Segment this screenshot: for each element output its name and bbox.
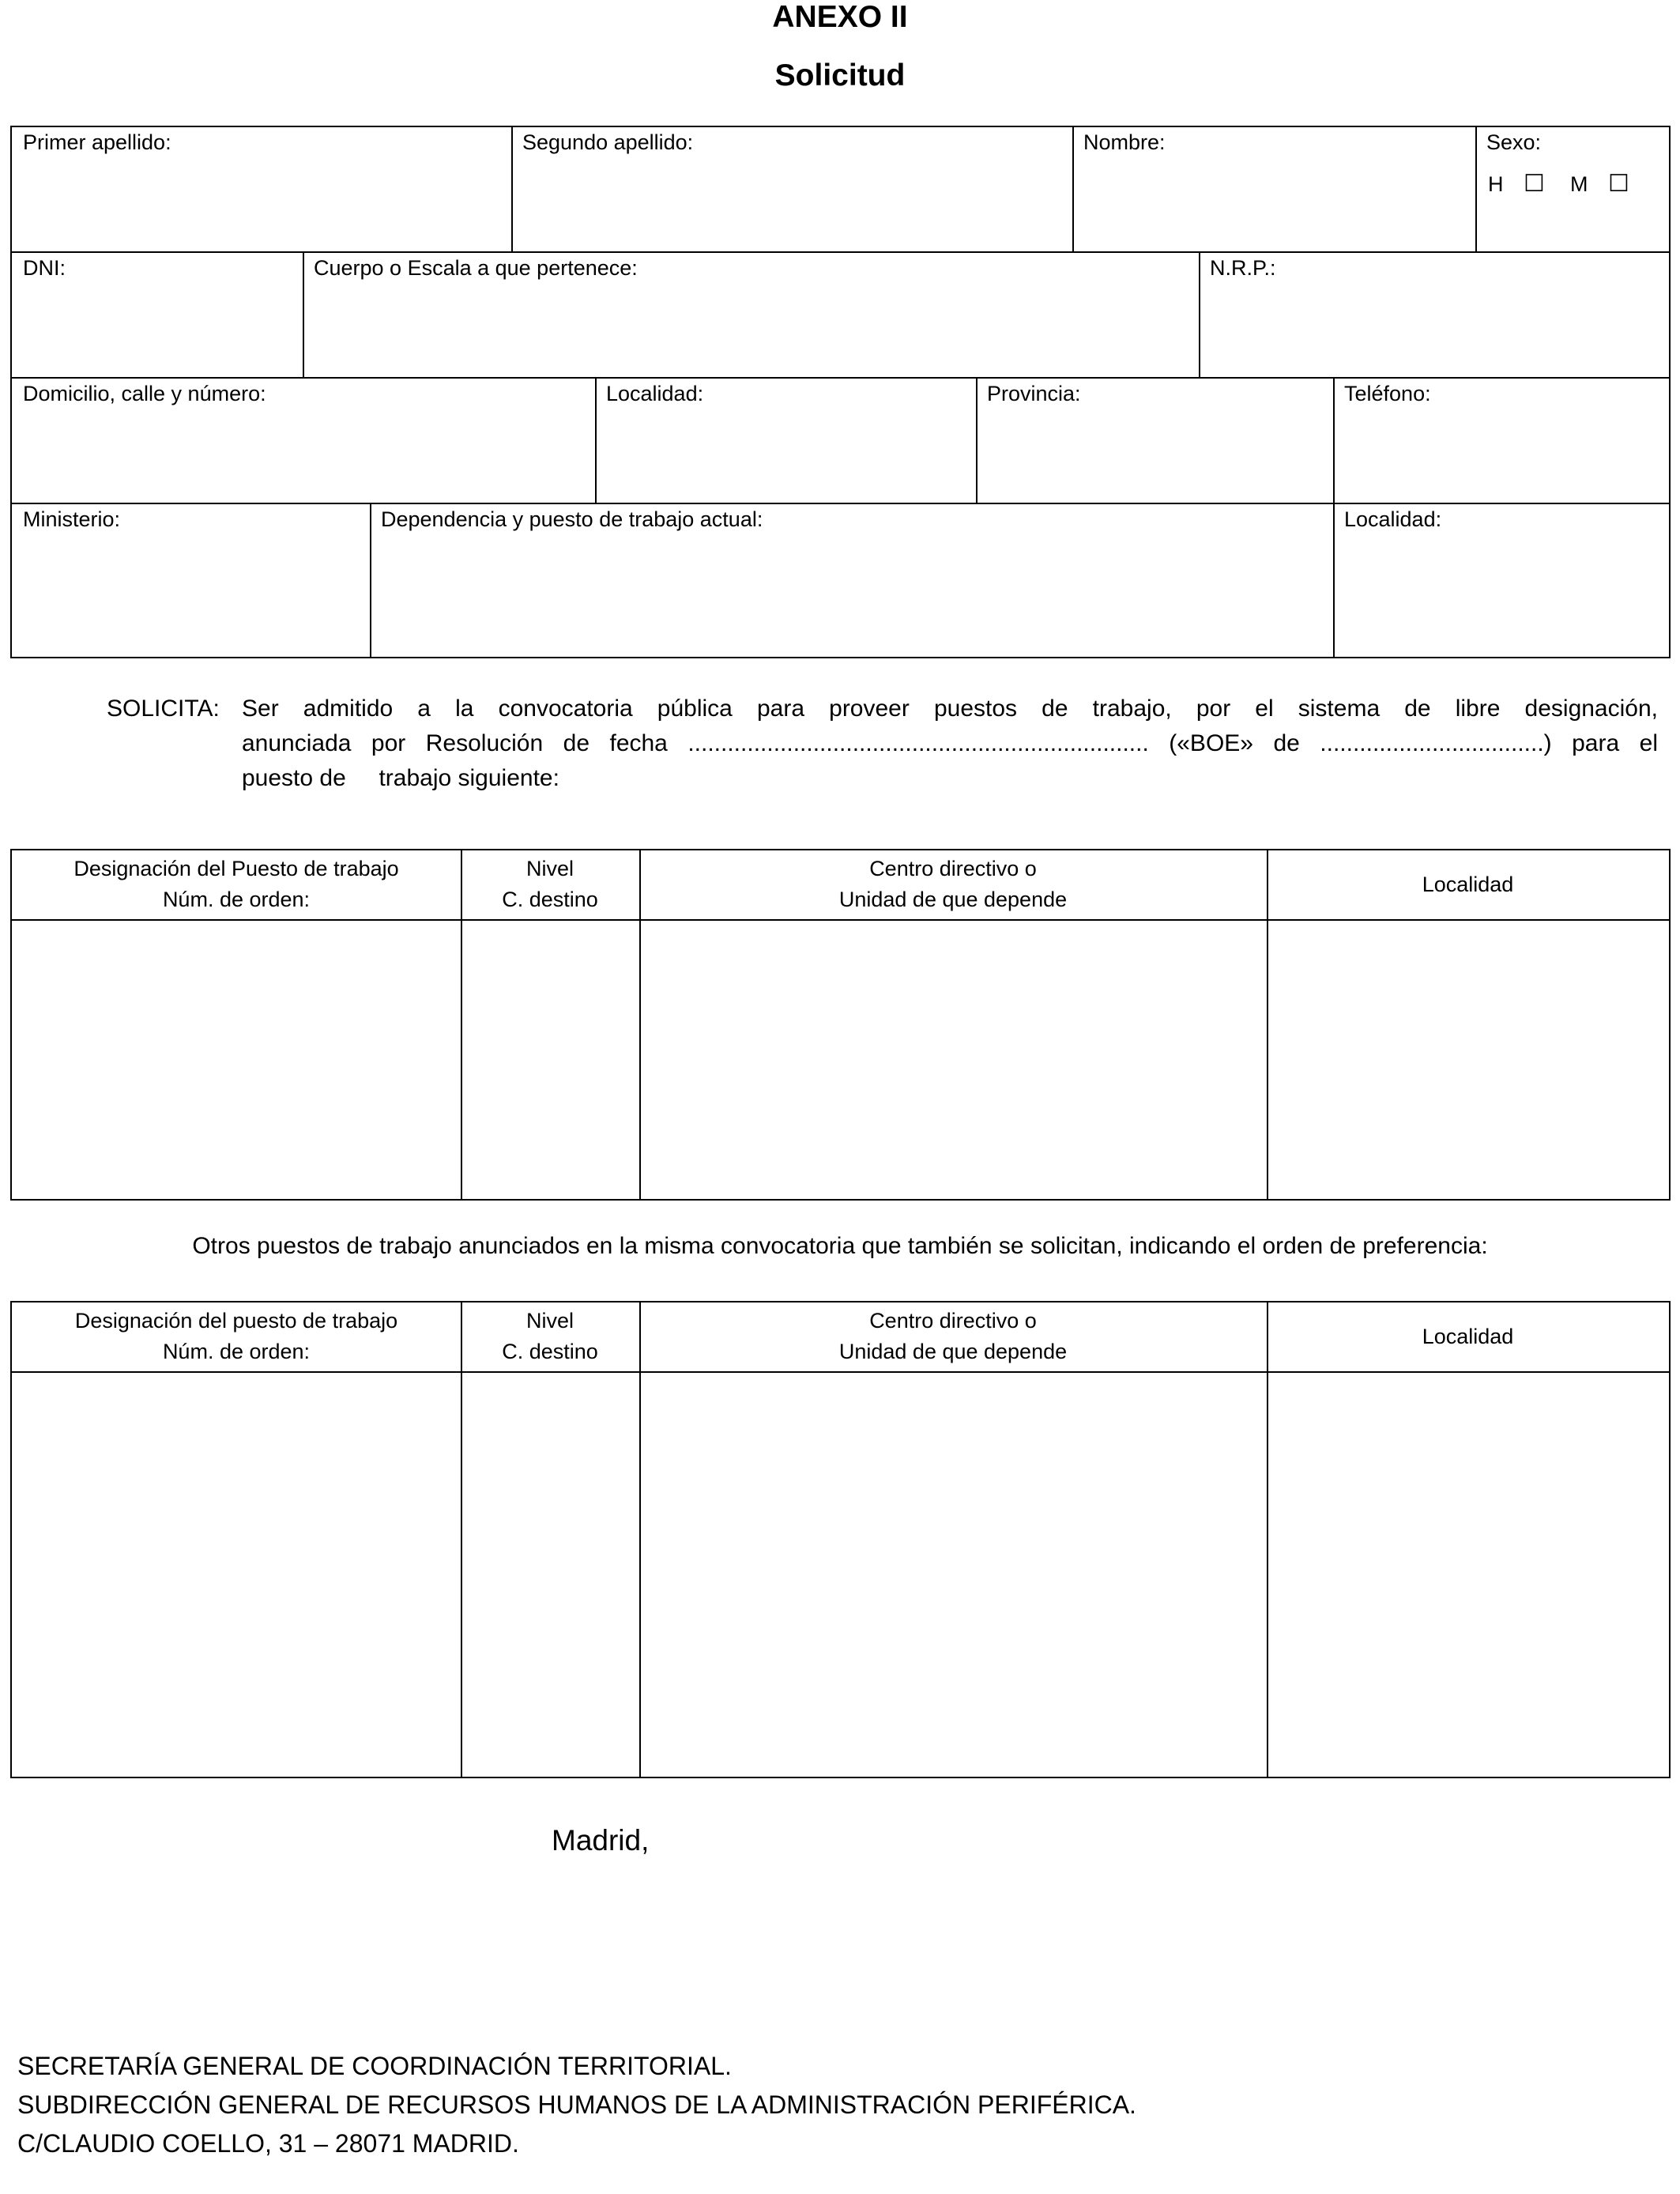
nombre-label: Nombre: (1083, 130, 1166, 154)
col-divider (1475, 127, 1477, 251)
domicilio-label: Domicilio, calle y número: (23, 382, 266, 405)
solicita-label: SOLICITA: (107, 696, 220, 722)
col-centro-line-2: Unidad de que depende (838, 888, 1068, 911)
solicita-line-3: puesto de trabajo siguiente: (242, 765, 559, 791)
col-centro-header (639, 1306, 1267, 1367)
col-divider (511, 127, 513, 251)
col-designacion-line-1: Designación del puesto de trabajo (74, 1309, 398, 1333)
localidad-label: Localidad: (606, 382, 704, 405)
localidad-cell[interactable] (1268, 921, 1669, 1199)
nivel-cell[interactable] (462, 1373, 639, 1777)
sexo-label: Sexo: (1486, 130, 1542, 154)
col-designacion-line-2: Núm. de orden: (162, 1340, 311, 1363)
col-nivel-header (461, 1306, 639, 1367)
row-divider (12, 251, 1669, 253)
col-nivel-line-1: Nivel (525, 857, 574, 880)
solicita-line-1: Ser admitido a la convocatoria pública para proveer puestos de trabajo, por el sistema de libre designación, (242, 696, 1658, 722)
col-divider (1333, 503, 1335, 658)
col-divider (370, 503, 371, 658)
col-divider (595, 377, 597, 503)
col-designacion-line-2: Núm. de orden: (162, 888, 311, 911)
col-designacion-header (12, 1306, 461, 1367)
col-localidad-header: Localidad (1422, 1325, 1514, 1348)
col-centro-line-1: Centro directivo o (869, 1309, 1037, 1333)
col-designacion-header (12, 854, 461, 915)
row-divider (12, 377, 1669, 379)
annex-title: ANEXO II (772, 0, 908, 34)
col-localidad-header: Localidad (1422, 873, 1514, 896)
col-centro-header (639, 854, 1267, 915)
ministerio-label: Ministerio: (23, 507, 121, 531)
col-designacion-line-1: Designación del Puesto de trabajo (73, 857, 399, 880)
primer-apellido-label: Primer apellido: (23, 130, 171, 154)
dni-label: DNI: (23, 256, 66, 280)
puesto-table (10, 849, 1671, 1201)
designacion-cell[interactable] (12, 1373, 461, 1777)
sexo-h-checkbox[interactable]: ☐ (1524, 171, 1545, 197)
col-centro-line-1: Centro directivo o (869, 857, 1037, 880)
nrp-label: N.R.P.: (1210, 256, 1276, 280)
personal-data-table (10, 126, 1671, 658)
provincia-label: Provincia: (987, 382, 1081, 405)
sexo-m-checkbox[interactable]: ☐ (1608, 171, 1629, 197)
sexo-m-label: M (1570, 172, 1588, 196)
col-divider (1333, 377, 1335, 503)
sexo-h-label: H (1488, 172, 1504, 196)
localidad-cell[interactable] (1268, 1373, 1669, 1777)
page-title: Solicitud (774, 58, 906, 92)
col-divider (976, 377, 977, 503)
otros-puestos-text: Otros puestos de trabajo anunciados en la misma convocatoria que también se solicitan, indicando el orden de preferencia: (192, 1233, 1488, 1259)
otros-puestos-table (10, 1301, 1671, 1778)
designacion-cell[interactable] (12, 921, 461, 1199)
col-divider (303, 251, 304, 377)
footer-line-1: SECRETARÍA GENERAL DE COORDINACIÓN TERRITORIAL. (17, 2052, 732, 2080)
cuerpo-label: Cuerpo o Escala a que pertenece: (314, 256, 638, 280)
col-nivel-line-2: C. destino (502, 1340, 598, 1363)
centro-cell[interactable] (641, 1373, 1267, 1777)
col-nivel-line-2: C. destino (502, 888, 598, 911)
telefono-label: Teléfono: (1344, 382, 1431, 405)
col-nivel-line-1: Nivel (525, 1309, 574, 1333)
footer-line-2: SUBDIRECCIÓN GENERAL DE RECURSOS HUMANOS DE LA ADMINISTRACIÓN PERIFÉRICA. (17, 2090, 1136, 2119)
localidad-actual-label: Localidad: (1344, 507, 1442, 531)
footer-line-3: C/CLAUDIO COELLO, 31 – 28071 MADRID. (17, 2129, 519, 2158)
col-centro-line-2: Unidad de que depende (838, 1340, 1068, 1363)
nivel-cell[interactable] (462, 921, 639, 1199)
centro-cell[interactable] (641, 921, 1267, 1199)
segundo-apellido-label: Segundo apellido: (522, 130, 694, 154)
solicita-line-2: anunciada por Resolución de fecha ...................................................................... («BOE» de ..................................) para el (242, 730, 1658, 756)
col-nivel-header (461, 854, 639, 915)
col-divider (1199, 251, 1200, 377)
col-divider (1072, 127, 1074, 251)
row-divider (12, 503, 1669, 504)
place-date: Madrid, (552, 1824, 650, 1857)
dependencia-label: Dependencia y puesto de trabajo actual: (381, 507, 763, 531)
